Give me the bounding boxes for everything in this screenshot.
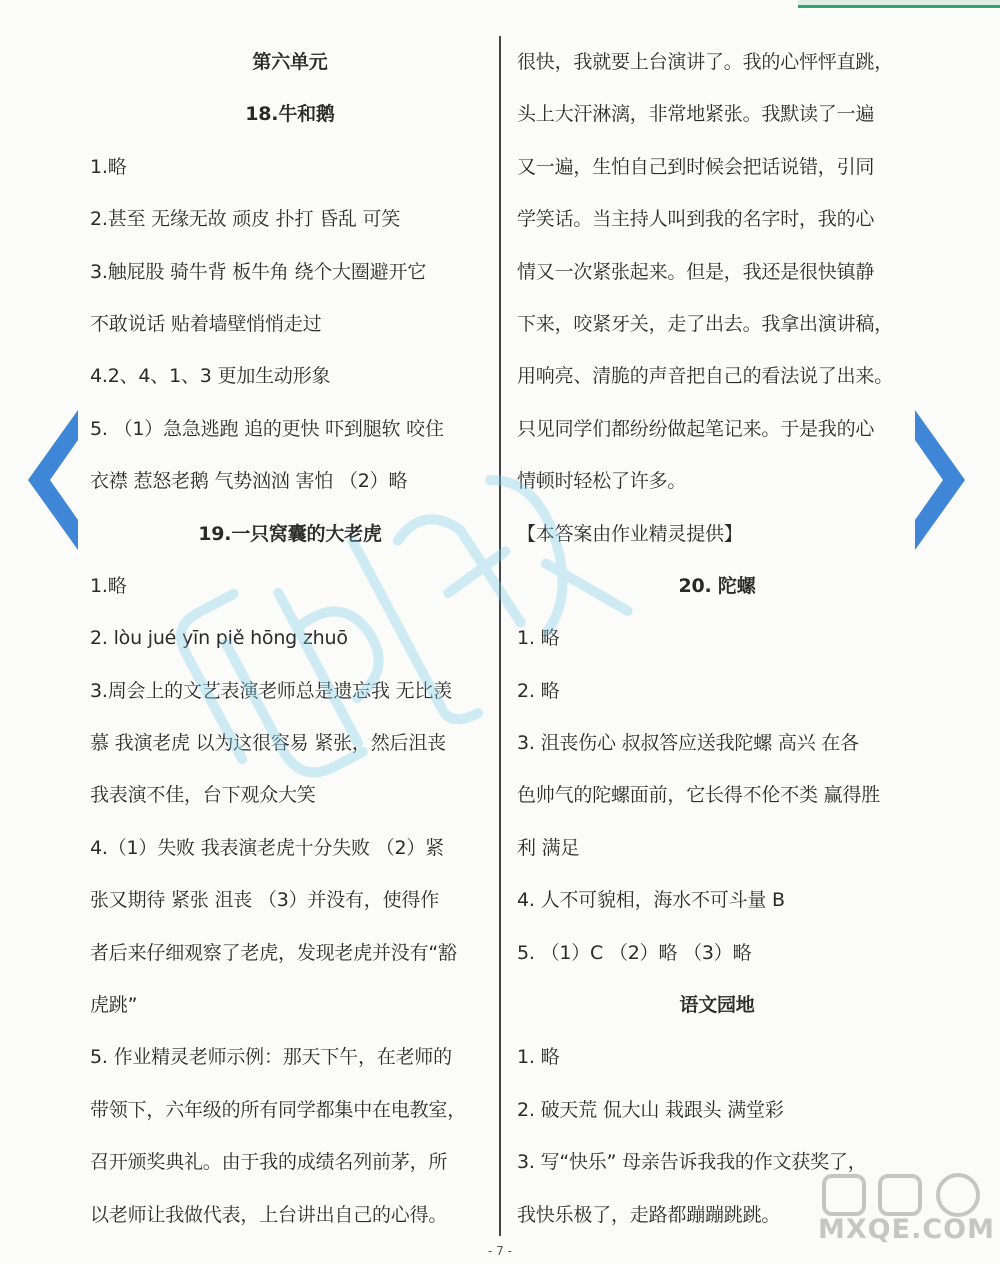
answer-line: 又一遍，生怕自己到时候会把话说错，引同 (517, 155, 875, 178)
next-page-button[interactable] (905, 400, 975, 560)
answer-line: 1. 略 (517, 627, 560, 650)
answer-line: 1. 略 (517, 1046, 560, 1069)
answer-line: 下来，咬紧牙关，走了出去。我拿出演讲稿， (517, 312, 894, 335)
answer-line: 衣襟 惹怒老鹅 气势汹汹 害怕 （2）略 (90, 470, 408, 493)
answer-line: 3. 沮丧伤心 叔叔答应送我陀螺 高兴 在各 (517, 732, 859, 755)
answer-line: 2. 略 (517, 679, 560, 702)
answer-line: 1.略 (90, 574, 127, 597)
answer-line: 4.（1）失败 我表演老虎十分失败 （2）紧 (90, 836, 444, 859)
answer-line: 色帅气的陀螺面前，它长得不伦不类 赢得胜 (517, 784, 881, 807)
section-heading: 第六单元 (252, 51, 328, 73)
answer-line: 用响亮、清脆的声音把自己的看法说了出来。 (517, 365, 894, 388)
chevron-left-icon (28, 410, 78, 550)
answer-line: 情又一次紧张起来。但是，我还是很快镇静 (517, 260, 875, 283)
answer-line: 张又期待 紧张 沮丧 （3）并没有，使得作 (90, 889, 440, 912)
answer-line: 召开颁奖典礼。由于我的成绩名列前茅，所 (90, 1151, 448, 1174)
answer-line: 2. lòu jué yīn piě hōng zhuō (90, 627, 348, 650)
answer-line: 情顿时轻松了许多。 (517, 470, 687, 493)
answer-line: 只见同学们都纷纷做起笔记来。于是我的心 (517, 417, 875, 440)
answer-line: 学笑话。当主持人叫到我的名字时，我的心 (517, 208, 875, 231)
answer-line: 3. 写“快乐” 母亲告诉我我的作文获奖了， (517, 1151, 867, 1174)
answer-line: 以老师让我做代表，上台讲出自己的心得。 (90, 1203, 448, 1226)
answer-line: 【本答案由作业精灵提供】 (517, 522, 743, 545)
answer-line: 1.略 (90, 155, 127, 178)
answer-line: 我表演不佳，台下观众大笑 (90, 784, 316, 807)
answer-line: 慕 我演老虎 以为这很容易 紧张，然后沮丧 (90, 732, 446, 755)
left-column (90, 36, 490, 1241)
answer-line: 头上大汗淋漓，非常地紧张。我默读了一遍 (517, 103, 875, 126)
answer-line: 不敢说话 贴着墙壁悄悄走过 (90, 312, 322, 335)
answer-line: 4.2、4、1、3 更加生动形象 (90, 365, 331, 388)
answer-line: 我快乐极了，走路都蹦蹦跳跳。 (517, 1203, 781, 1226)
answer-line: 带领下，六年级的所有同学都集中在电教室， (90, 1098, 467, 1121)
answer-line: 5. （1）急急逃跑 追的更快 吓到腿软 咬住 (90, 417, 444, 440)
answer-line: 虎跳” (90, 994, 138, 1017)
corner-accent-bar (798, 0, 1000, 8)
prev-page-button[interactable] (18, 400, 88, 560)
section-heading: 语文园地 (679, 994, 755, 1017)
answer-line: 很快，我就要上台演讲了。我的心怦怦直跳， (517, 51, 894, 73)
chevron-right-icon (915, 410, 965, 550)
answer-line: 5. （1）C （2）略 （3）略 (517, 941, 752, 964)
logo-text: MXQE.COM (818, 1214, 995, 1245)
section-heading: 20. 陀螺 (678, 574, 756, 597)
answer-line: 4. 人不可貌相，海水不可斗量 B (517, 889, 785, 912)
page-number: - 7 - (488, 1244, 512, 1258)
answer-line: 2. 破天荒 侃大山 栽跟头 满堂彩 (517, 1098, 784, 1121)
answer-line: 5. 作业精灵老师示例：那天下午，在老师的 (90, 1046, 452, 1069)
logo-icon (818, 1170, 990, 1220)
answer-line: 者后来仔细观察了老虎，发现老虎并没有“豁 (90, 941, 457, 964)
answer-line: 2.甚至 无缘无故 顽皮 扑打 昏乱 可笑 (90, 208, 401, 231)
section-heading: 19.一只窝囊的大老虎 (198, 522, 382, 545)
site-logo (818, 1170, 995, 1258)
section-heading: 18.牛和鹅 (245, 103, 335, 126)
answer-line: 利 满足 (517, 836, 580, 859)
right-column (517, 36, 917, 1241)
column-divider (499, 36, 501, 1236)
answer-line: 3.触屁股 骑牛背 板牛角 绕个大圈避开它 (90, 260, 427, 283)
answer-line: 3.周会上的文艺表演老师总是遗忘我 无比羡 (90, 679, 452, 702)
